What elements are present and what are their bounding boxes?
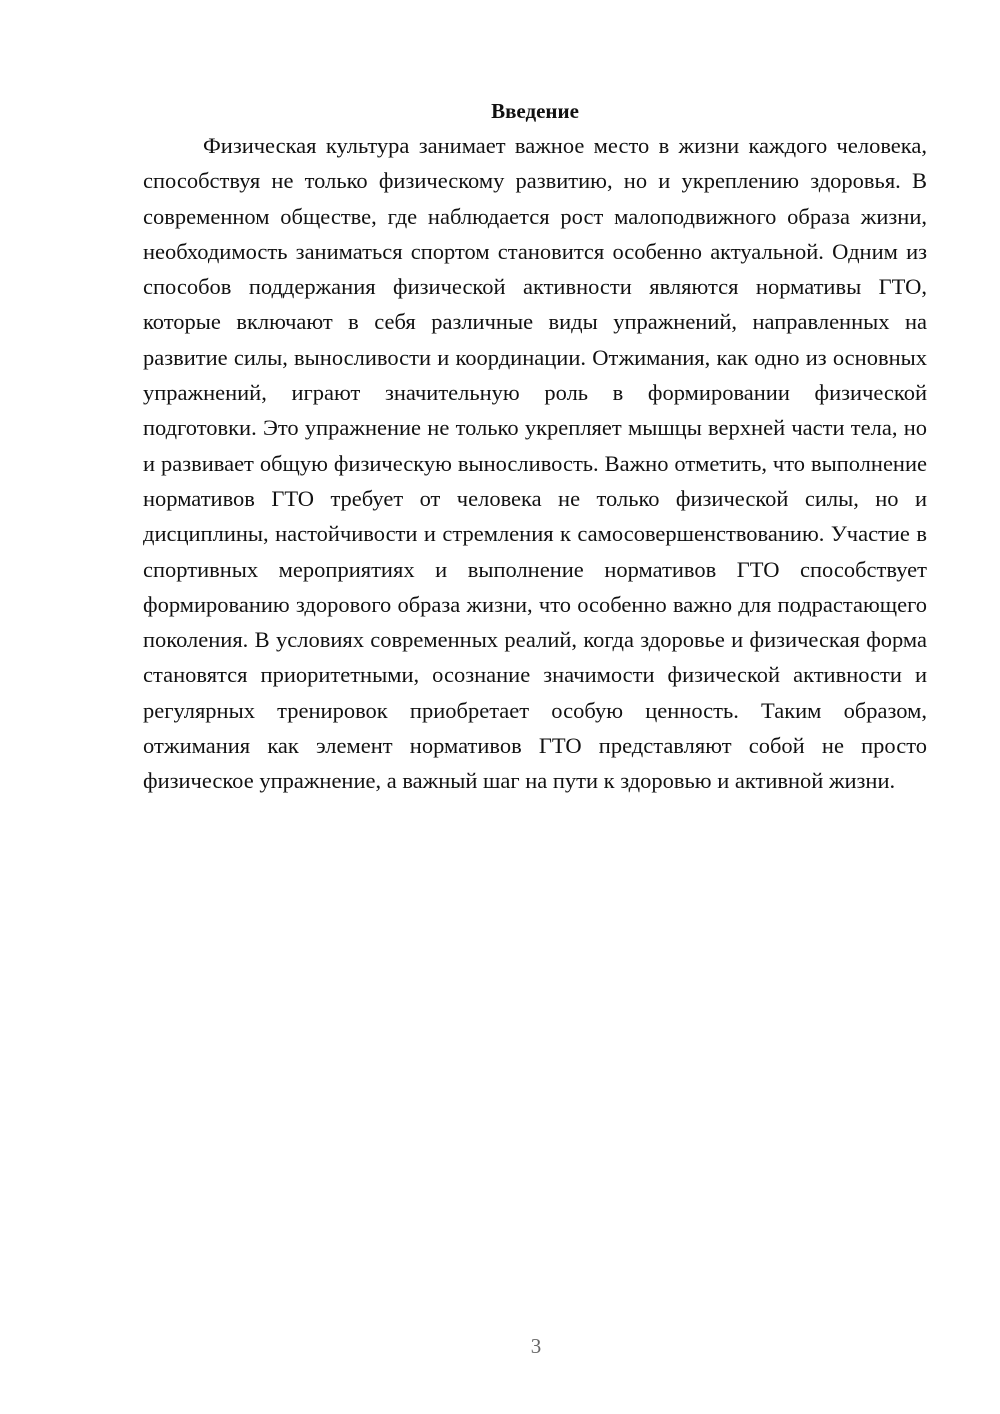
- section-title: Введение: [491, 99, 579, 123]
- page-content: [143, 94, 927, 799]
- page-number: 3: [530, 1334, 542, 1358]
- body-paragraph: Физическая культура занимает важное место в жизни каждого человека, способствуя не только физическому развитию, но и укреплению здоровья. В современном обществе, где наблюдается рост малоподвижного образа жизни, необходимость заниматься спортом становится особенно актуальной. Одним из способов поддержания физической активности являются нормативы ГТО, которые включают в себя различные виды упражнений, направленных на развитие силы, выносливости и координации. Отжимания, как одно из основных упражнений, играют значительную роль в формировании физической подготовки. Это упражнение не только укрепляет мышцы верхней части тела, но и развивает общую физическую выносливость. Важно отметить, что выполнение нормативов ГТО требует от человека не только физической силы, но и дисциплины, настойчивости и стремления к самосовершенствованию. Участие в спортивных мероприятиях и выполнение нормативов ГТО способствует формированию здорового образа жизни, что особенно важно для подрастающего поколения. В условиях современных реалий, когда здоровье и физическая форма становятся приоритетными, осознание значимости физической активности и регулярных тренировок приобретает особую ценность. Таким образом, отжимания как элемент нормативов ГТО представляют собой не просто физическое упражнение, а важный шаг на пути к здоровью и активной жизни.: [143, 133, 927, 794]
